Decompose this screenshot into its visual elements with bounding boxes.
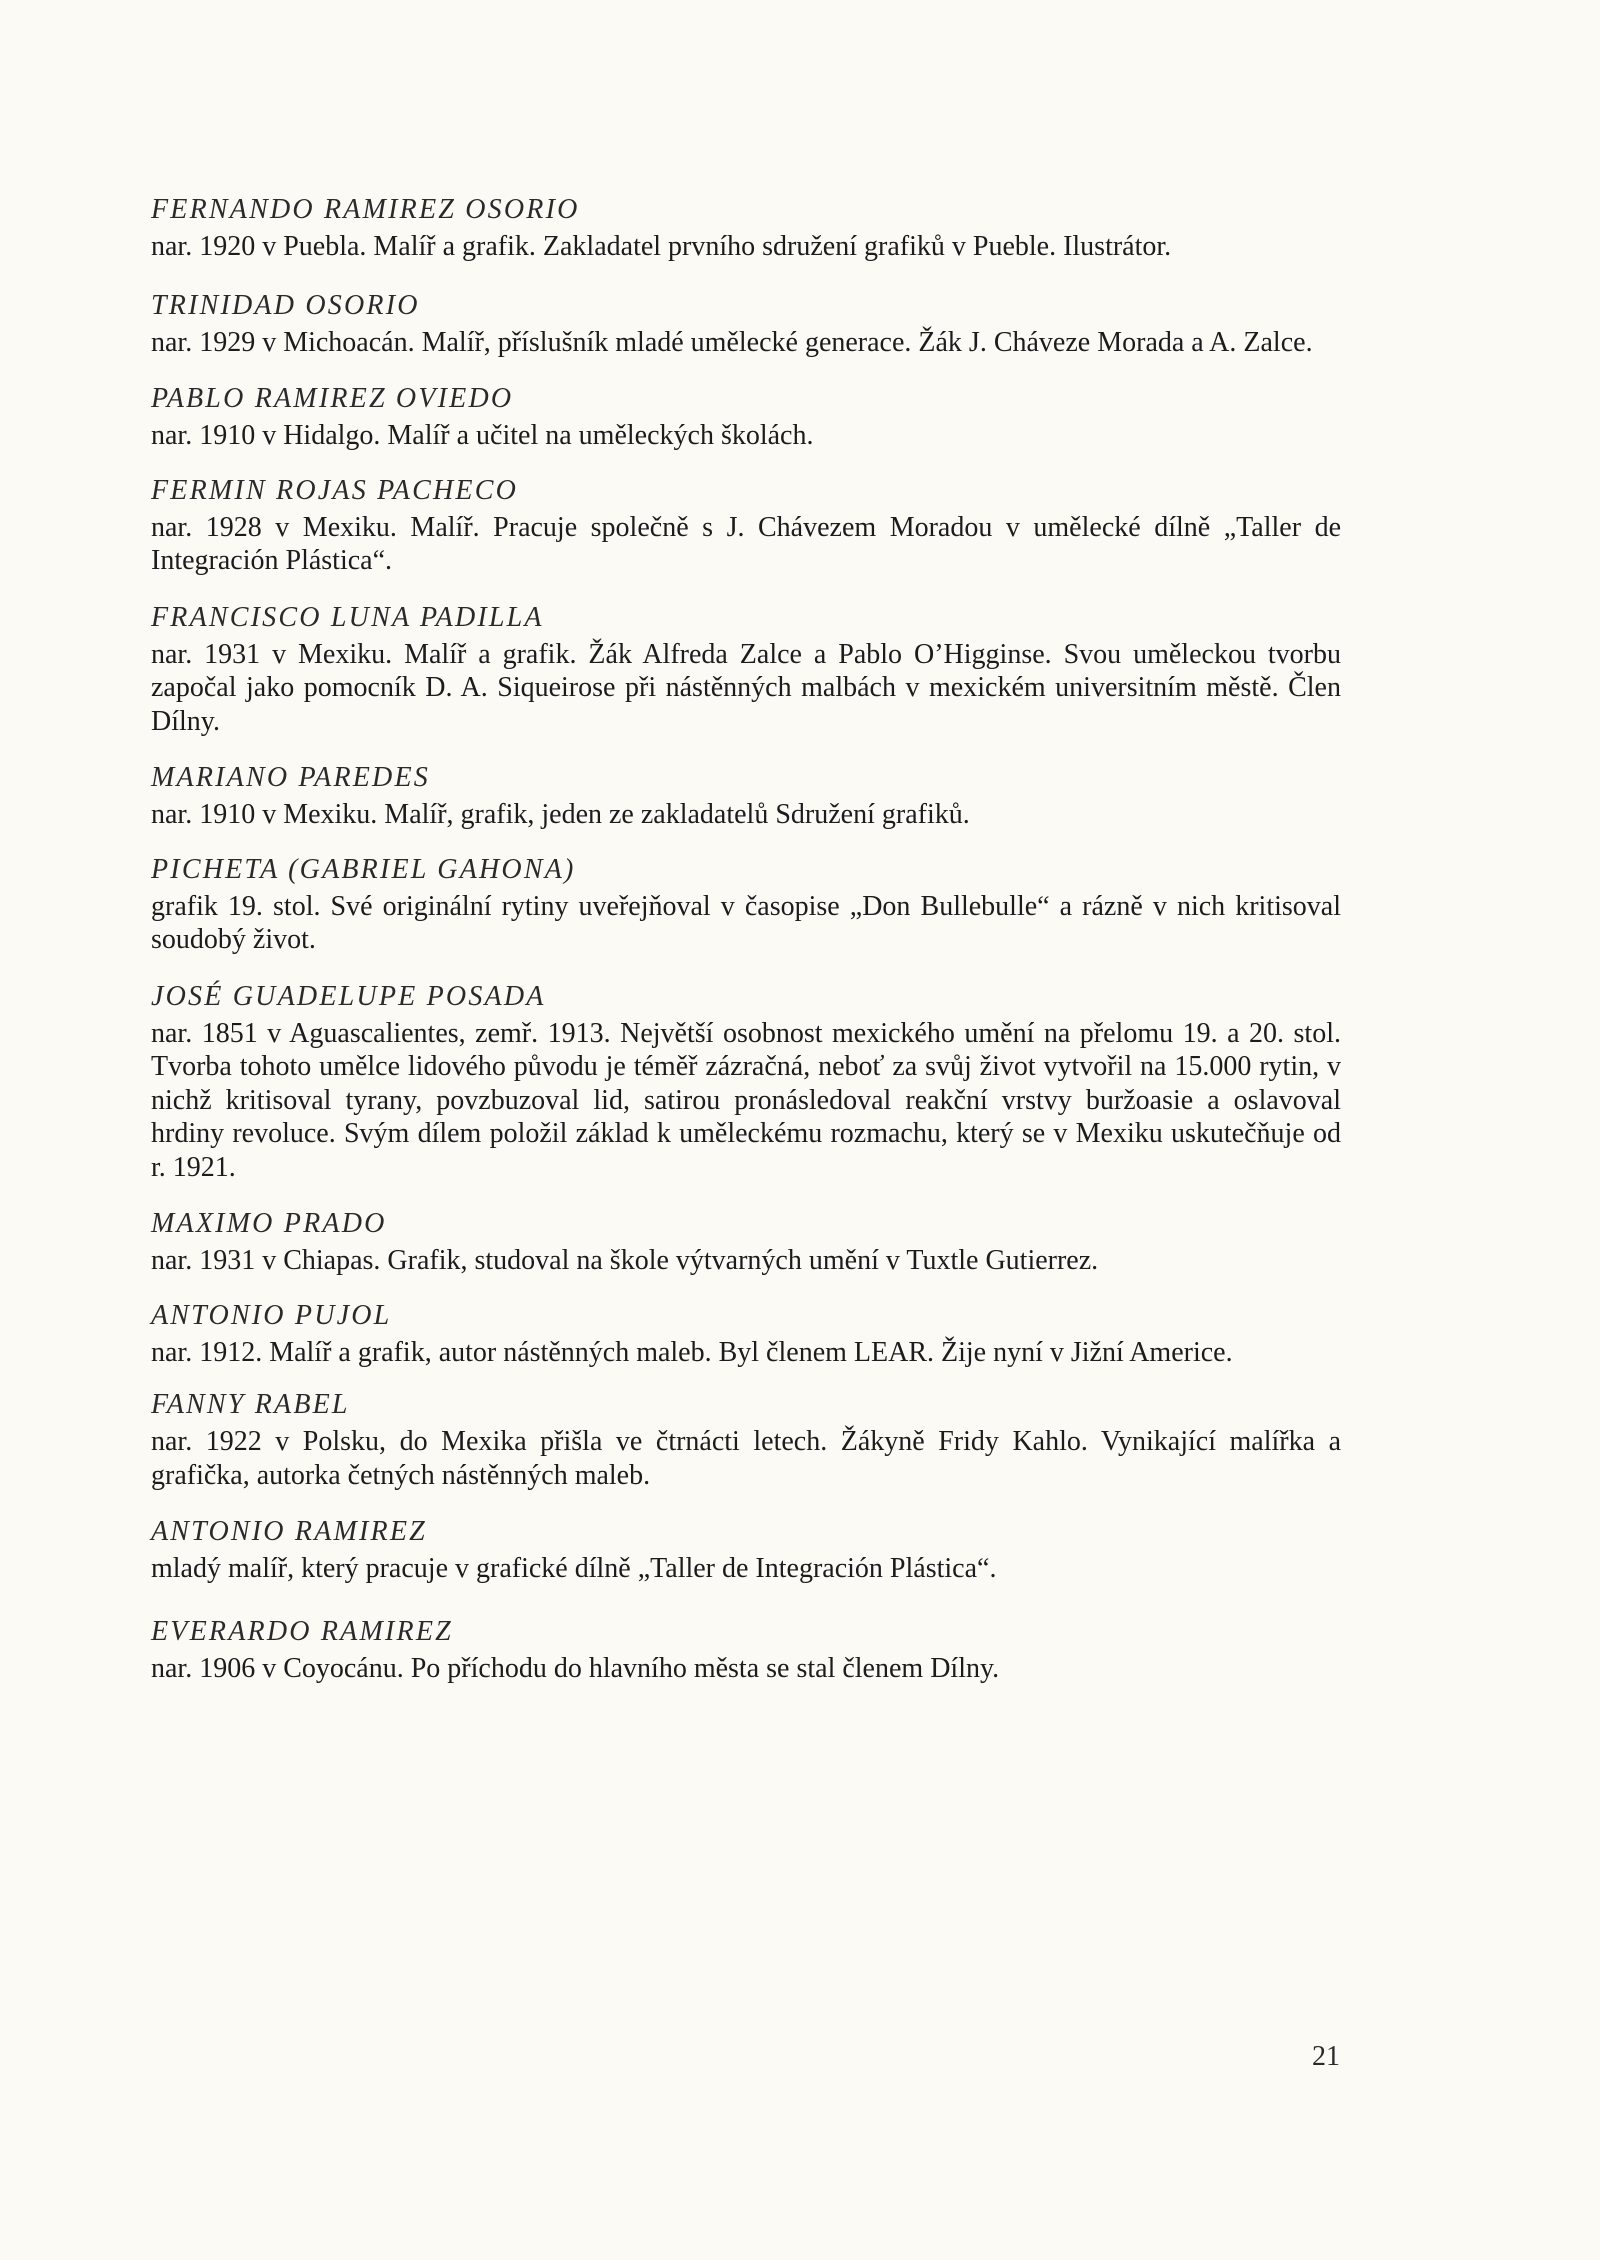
artist-entry xyxy=(151,471,1341,578)
artist-name: JOSÉ GUADELUPE POSADA xyxy=(151,980,546,1012)
artist-entry xyxy=(151,1612,1341,1686)
artist-name: FERNANDO RAMIREZ OSORIO xyxy=(151,194,580,225)
artist-entry xyxy=(151,598,1341,739)
artist-bio: nar. 1920 v Puebla. Malíř a grafik. Zakladatel prvního sdružení grafiků v Pueble. Ilustrátor. xyxy=(151,231,1172,262)
artist-entries xyxy=(151,190,1341,1685)
artist-entry xyxy=(151,977,1341,1185)
artist-name: MAXIMO PRADO xyxy=(151,1208,387,1239)
artist-bio: nar. 1922 v Polsku, do Mexika přišla ve čtrnácti letech. Žákyně Fridy Kahlo. Vynikající malířka a grafička, autorka četných nástěnných maleb. xyxy=(151,1426,1341,1491)
artist-entry xyxy=(151,850,1341,957)
artist-bio: mladý malíř, který pracuje v grafické dílně „Taller de Integración Plástica“. xyxy=(151,1553,997,1584)
artist-bio: nar. 1910 v Hidalgo. Malíř a učitel na uměleckých školách. xyxy=(151,420,814,451)
artist-entry xyxy=(151,286,1341,360)
artist-bio: nar. 1910 v Mexiku. Malíř, grafik, jeden ze zakladatelů Sdružení grafiků. xyxy=(151,799,970,830)
artist-entry xyxy=(151,1296,1341,1370)
artist-name: ANTONIO PUJOL xyxy=(151,1299,392,1331)
artist-name: ANTONIO RAMIREZ xyxy=(151,1516,427,1547)
artist-entry xyxy=(151,379,1341,453)
artist-name: FANNY RABEL xyxy=(151,1389,350,1420)
artist-bio: grafik 19. stol. Své originální rytiny uveřejňoval v časopise „Don Bullebulle“ a rázně v nich kritisoval soudobý život. xyxy=(151,890,1341,955)
artist-entry xyxy=(151,1512,1341,1586)
artist-name: MARIANO PAREDES xyxy=(151,762,430,793)
page-number: 21 xyxy=(1312,2041,1340,2072)
artist-bio: nar. 1928 v Mexiku. Malíř. Pracuje společně s J. Chávezem Moradou v umělecké dílně „Taller de Integración Plástica“. xyxy=(151,511,1341,576)
artist-name: PICHETA (GABRIEL GAHONA) xyxy=(151,853,576,885)
artist-name: FRANCISCO LUNA PADILLA xyxy=(151,601,544,633)
artist-bio: nar. 1906 v Coyocánu. Po příchodu do hlavního města se stal členem Dílny. xyxy=(151,1652,1000,1684)
artist-entry xyxy=(151,1204,1341,1278)
artist-entry xyxy=(151,758,1341,832)
artist-entry xyxy=(151,190,1341,264)
artist-name: EVERARDO RAMIREZ xyxy=(151,1615,453,1647)
artist-name: TRINIDAD OSORIO xyxy=(151,289,420,321)
artist-name: FERMIN ROJAS PACHECO xyxy=(151,474,518,506)
artist-bio: nar. 1851 v Aguascalientes, zemř. 1913. Největší osobnost mexického umění na přelomu 19. a 20. stol. Tvorba tohoto umělce lidového původu je téměř zázračná, neboť za svůj život vytvořil na 15.000 rytin, v nichž kritisoval tyrany, povzbuzoval lid, satirou pronásledoval reakční vrstvy buržoasie a oslavoval hrdiny revoluce. Svým dílem položil základ k uměleckému rozmachu, který se v Mexiku uskutečňuje od r. 1921. xyxy=(151,1017,1341,1183)
artist-bio: nar. 1931 v Chiapas. Grafik, studoval na škole výtvarných umění v Tuxtle Gutierrez. xyxy=(151,1245,1099,1276)
artist-name: PABLO RAMIREZ OVIEDO xyxy=(151,383,514,414)
artist-bio: nar. 1931 v Mexiku. Malíř a grafik. Žák Alfreda Zalce a Pablo O’Higginse. Svou uměleckou tvorbu započal jako pomocník D. A. Siqueirose při nástěnných malbách v mexickém universitním městě. Člen Dílny. xyxy=(151,638,1341,737)
artist-bio: nar. 1912. Malíř a grafik, autor nástěnných maleb. Byl členem LEAR. Žije nyní v Jižní Americe. xyxy=(151,1336,1233,1368)
artist-entry xyxy=(151,1385,1341,1492)
artist-bio: nar. 1929 v Michoacán. Malíř, příslušník mladé umělecké generace. Žák J. Cháveze Morada a A. Zalce. xyxy=(151,326,1313,358)
